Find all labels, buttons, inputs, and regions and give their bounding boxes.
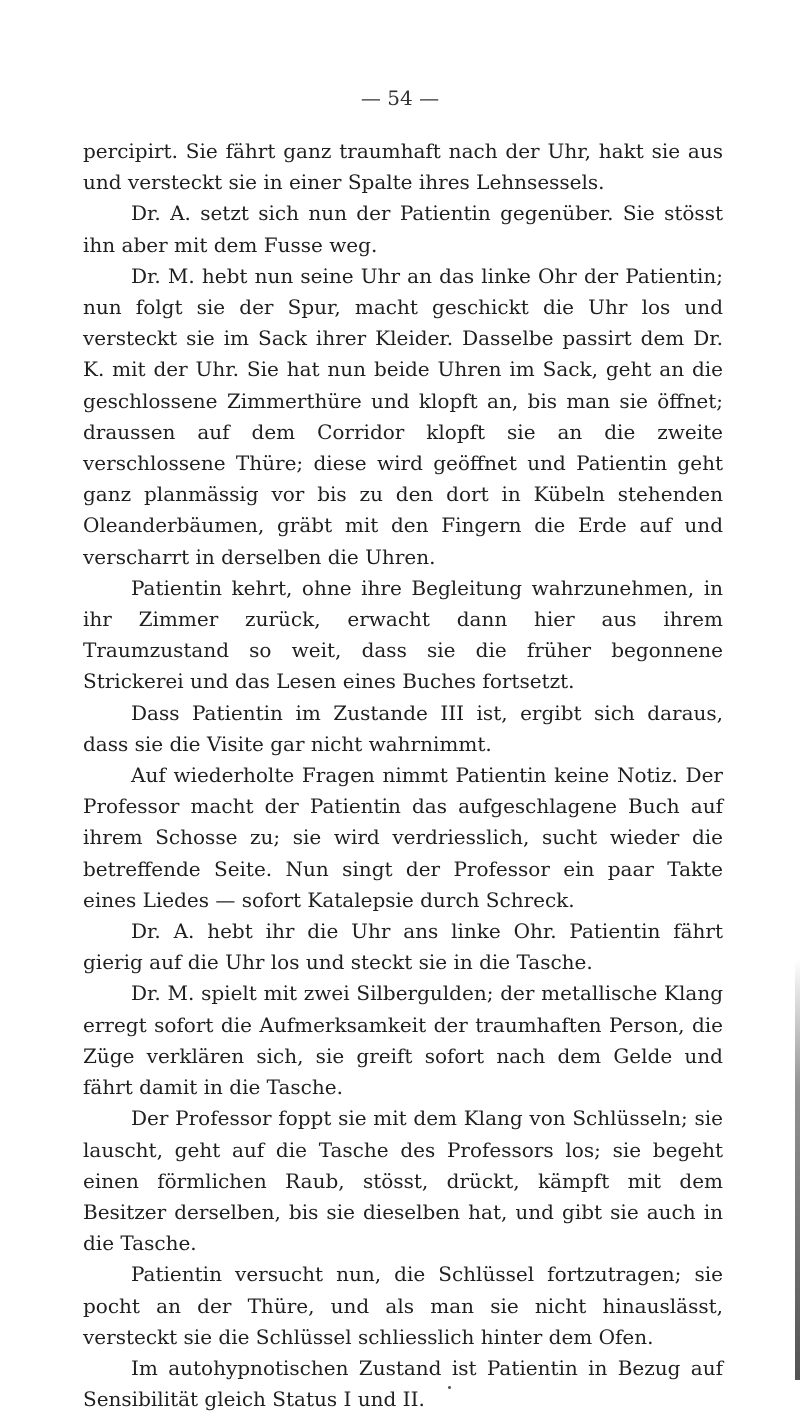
scan-edge-shadow xyxy=(795,960,800,1380)
paragraph: Dr. A. hebt ihr die Uhr ans linke Ohr. Patientin fährt gierig auf die Uhr los und steckt sie in die Tasche. xyxy=(83,919,723,975)
paragraph: Patientin versucht nun, die Schlüssel fortzutragen; sie pocht an der Thüre, und als man sie nicht hinauslässt, versteckt sie die Schlüssel schliesslich hinter dem Ofen. xyxy=(83,1262,723,1349)
paragraph: Dr. M. hebt nun seine Uhr an das linke Ohr der Patientin; nun folgt sie der Spur, macht geschickt die Uhr los und versteckt sie im Sack ihrer Kleider. Dasselbe passirt dem Dr. K. mit der Uhr. Sie hat nun beide Uhren im Sack, geht an die geschlossene Zimmerthüre und klopft an, bis man sie öffnet; draussen auf dem Corridor klopft sie an die zweite verschlossene Thüre; diese wird geöffnet und Patientin geht ganz planmässig vor bis zu den dort in Kübeln stehenden Oleanderbäumen, gräbt mit den Fingern die Erde auf und verscharrt in derselben die Uhren. xyxy=(83,263,723,569)
paragraph: percipirt. Sie fährt ganz traumhaft nach der Uhr, hakt sie aus und versteckt sie in einer Spalte ihres Lehnsessels. xyxy=(83,139,723,195)
paragraph: Dass Patientin im Zustande III ist, ergibt sich daraus, dass sie die Visite gar nicht wahrnimmt. xyxy=(83,700,723,756)
page-number: — 54 — xyxy=(360,86,440,110)
paragraph: Auf wiederholte Fragen nimmt Patientin keine Notiz. Der Professor macht der Patientin das aufgeschlagene Buch auf ihrem Schosse zu; sie wird verdriesslich, sucht wieder die betreffende Seite. Nun singt der Professor ein paar Takte eines Liedes — sofort Katalepsie durch Schreck. xyxy=(83,763,723,912)
paragraph: Der Professor foppt sie mit dem Klang von Schlüsseln; sie lauscht, geht auf die Tasche des Professors los; sie begeht einen förmlichen Raub, stösst, drückt, kämpft mit dem Besitzer derselben, bis sie dieselben hat, und gibt sie auch in die Tasche. xyxy=(83,1106,723,1256)
paragraph: Patientin kehrt, ohne ihre Begleitung wahrzunehmen, in ihr Zimmer zurück, erwacht dann hier aus ihrem Traumzustand so weit, dass sie die früher begonnene Strickerei und das Lesen eines Buches fortsetzt. xyxy=(83,575,723,694)
paragraph: Im autohypnotischen Zustand ist Patientin in Bezug auf Sensibilität gleich Status I und II. xyxy=(83,1355,723,1412)
scan-speck xyxy=(448,1386,451,1389)
paragraph: Dr. A. setzt sich nun der Patientin gegenüber. Sie stösst ihn aber mit dem Fusse weg. xyxy=(83,201,723,257)
body-text xyxy=(83,136,723,1415)
paragraph: Dr. M. spielt mit zwei Silbergulden; der metallische Klang erregt sofort die Aufmerksamkeit der traumhaften Person, die Züge verklären sich, sie greift sofort nach dem Gelde und fährt damit in die Tasche. xyxy=(83,981,723,1100)
